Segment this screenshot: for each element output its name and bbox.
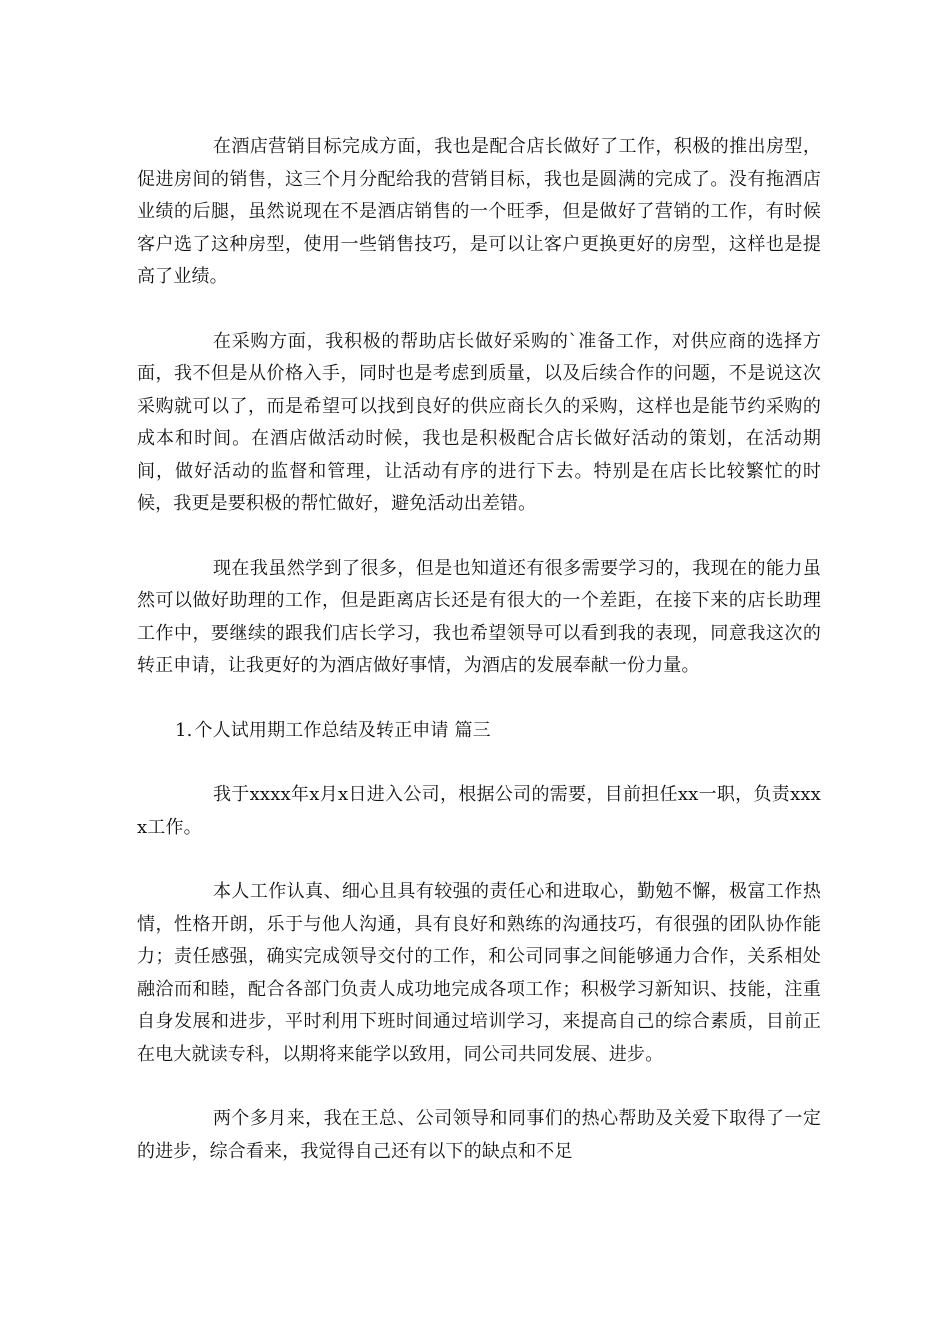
paragraph-shortcomings-intro: 两个多月来，我在王总、公司领导和同事们的热心帮助及关爱下取得了一定的进步，综合看来，我觉得自己还有以下的缺点和不足	[137, 1108, 821, 1162]
paragraph-procurement: 在采购方面，我积极的帮助店长做好采购的`准备工作，对供应商的选择方面，我不但是从价格入手，同时也是考虑到质量，以及后续合作的问题，不是说这次采购就可以了，而是希望可以找到良好的供应商长久的采购，这样也是能节约采购的成本和时间。在酒店做活动时候，我也是积极配合店长做好活动的策划，在活动期间，做好活动的监督和管理，让活动有序的进行下去。特别是在店长比较繁忙的时候，我更是要积极的帮忙做好，避免活动出差错。	[137, 330, 821, 514]
paragraph-joining-date: 我于xxxx年x月x日进入公司，根据公司的需要，目前担任xx一职，负责xxxx工作。	[137, 784, 821, 838]
document-body	[137, 131, 821, 1200]
section-title: 个人试用期工作总结及转正申请 篇三	[194, 719, 491, 741]
paragraph-personal-qualities: 本人工作认真、细心且具有较强的责任心和进取心，勤勉不懈，极富工作热情，性格开朗，乐于与他人沟通，具有良好和熟练的沟通技巧，有很强的团队协作能力；责任感强，确实完成领导交付的工作，和公司同事之间能够通力合作，关系相处融洽而和睦，配合各部门负责人成功地完成各项工作；积极学习新知识、技能，注重自身发展和进步，平时利用下班时间通过培训学习，来提高自己的综合素质，目前正在电大就读专科，以期将来能学以致用，同公司共同发展、进步。	[137, 881, 821, 1065]
paragraph-self-assessment: 现在我虽然学到了很多，但是也知道还有很多需要学习的，我现在的能力虽然可以做好助理的工作，但是距离店长还是有很大的一个差距，在接下来的店长助理工作中，要继续的跟我们店长学习，我也希望领导可以看到我的表现，同意我这次的转正申请，让我更好的为酒店做好事情，为酒店的发展奉献一份力量。	[137, 557, 821, 676]
paragraph-hotel-marketing: 在酒店营销目标完成方面，我也是配合店长做好了工作，积极的推出房型，促进房间的销售，这三个月分配给我的营销目标，我也是圆满的完成了。没有拖酒店业绩的后腿，虽然说现在不是酒店销售的一个旺季，但是做好了营销的工作，有时候客户选了这种房型，使用一些销售技巧，是可以让客户更换更好的房型，这样也是提高了业绩。	[137, 136, 821, 287]
section-number: 1.	[175, 719, 193, 741]
section-heading	[137, 715, 821, 748]
